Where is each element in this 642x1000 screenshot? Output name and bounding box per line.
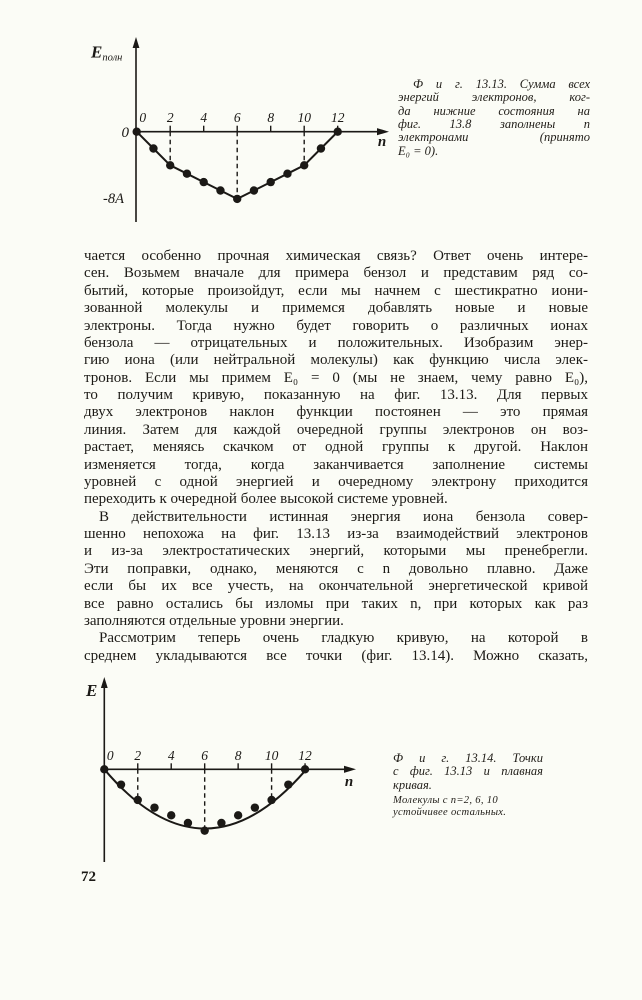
data-point — [184, 819, 192, 827]
data-point — [183, 170, 191, 178]
data-point — [100, 765, 108, 773]
body-text-line: то получим кривую, показанную на фиг. 13.13. Для первых — [84, 387, 588, 403]
data-point — [150, 803, 158, 811]
caption-line: энергий электронов, ког- — [398, 90, 590, 105]
x-tick-label: 0 — [106, 747, 114, 763]
y-axis-arrow — [101, 677, 108, 688]
caption-line: фиг. 13.8 заполнены n — [398, 117, 590, 132]
data-point — [267, 178, 275, 186]
body-text-line: заполняются отдельные уровни энергии. — [84, 612, 344, 629]
body-text-line: если бы их все учесть, на окончательной энергетической кривой — [84, 578, 588, 595]
data-point — [233, 195, 241, 203]
body-text-line: гию иона (или нейтральной молекулы) как функцию числа элек- — [84, 352, 588, 369]
x-tick-label: 8 — [234, 747, 242, 763]
data-point — [149, 144, 157, 152]
y-origin-label: 0 — [121, 125, 129, 141]
x-tick-label: 2 — [134, 747, 142, 763]
x-tick-label: 6 — [201, 747, 209, 763]
body-text — [84, 248, 588, 665]
body-text-line: растает, меняясь скачком от одной группы к другой. Наклон — [84, 439, 588, 456]
x-tick-label: 2 — [166, 110, 174, 126]
body-text-line: переходить к очередной более высокой системе уровней. — [84, 491, 448, 508]
x-tick-label: 12 — [298, 747, 312, 763]
y-min-label: -8A — [103, 191, 124, 207]
body-text-line: изменяется тогда, когда заканчивается заполнение системы — [84, 456, 588, 473]
x-tick-label: 10 — [297, 110, 311, 126]
figure-13-14-caption-note — [393, 795, 553, 818]
caption-line: электронами (принято — [398, 130, 590, 145]
x-tick-label: 10 — [264, 747, 279, 763]
x-tick-label: 4 — [200, 110, 208, 126]
x-tick-label: 8 — [267, 110, 275, 126]
data-point — [301, 765, 309, 773]
page-number: 72 — [81, 869, 96, 885]
data-point — [283, 170, 291, 178]
body-text-line: Рассмотрим теперь очень гладкую кривую, на которой в — [99, 630, 588, 647]
figure-13-14-chart — [70, 670, 380, 870]
body-text-line: и из-за электростатических энергий, которыми мы пренебрегли. — [84, 543, 588, 560]
figure-13-13-caption — [398, 78, 590, 158]
data-point — [251, 803, 259, 811]
caption-line: Ф и г. 13.14. Точки — [393, 751, 543, 765]
body-text-line: линия. Затем для каждой очередной группы электронов он воз- — [84, 421, 588, 438]
x-axis-arrow — [344, 766, 356, 773]
data-point — [267, 796, 275, 804]
caption-line: Ф и г. 13.13. Сумма всех — [413, 77, 590, 91]
x-axis-label: n — [344, 774, 354, 790]
data-point — [317, 144, 325, 152]
x-tick-label: 6 — [233, 110, 241, 126]
caption-note-line: устойчивее остальных. — [393, 806, 507, 818]
caption-note-line: Молекулы с n=2, 6, 10 — [393, 795, 498, 806]
body-text-line: Эти поправки, однако, меняются с n довольно плавно. Даже — [84, 560, 588, 577]
body-text-line: зованной молекулы и примемся добавлять новые и новые — [84, 300, 588, 317]
body-text-line: В действительности истинная энергия иона бензола совер- — [99, 508, 588, 525]
data-point — [234, 811, 242, 819]
caption-line: да нижние состояния на — [398, 103, 590, 118]
figure-13-13-chart — [55, 30, 405, 230]
data-point — [133, 128, 141, 136]
data-point — [117, 780, 125, 788]
data-point — [300, 161, 308, 169]
data-point — [167, 811, 175, 819]
x-axis-label: n — [377, 134, 387, 150]
body-text-line: двух электронов наклон функции постоянен — это прямая — [84, 404, 588, 421]
data-point — [200, 826, 208, 834]
body-text-line: уровней с одной энергией и очередному электрону приходится — [84, 473, 588, 490]
x-tick-label: 0 — [139, 110, 147, 126]
y-axis-label: Eполн — [91, 42, 123, 64]
body-text-line: среднем укладываются все точки (фиг. 13.14). Можно сказать, — [84, 647, 588, 664]
caption-line: кривая. — [393, 777, 432, 792]
body-text-line: шенно непохожа на фиг. 13.13 из-за взаимодействий электронов — [84, 526, 588, 542]
y-axis-label: E — [86, 681, 98, 700]
data-point — [334, 128, 342, 136]
x-tick-label: 4 — [167, 747, 175, 763]
caption-line: с фиг. 13.13 и плавная — [393, 764, 543, 779]
x-tick-label: 12 — [330, 110, 345, 126]
data-point — [284, 780, 292, 788]
data-point — [166, 161, 174, 169]
y-axis-arrow — [133, 37, 140, 48]
data-point — [217, 819, 225, 827]
data-point — [250, 186, 258, 194]
data-point — [216, 186, 224, 194]
data-point — [134, 796, 142, 804]
figure-13-14-caption — [393, 752, 543, 792]
body-text-line: сен. Возьмем вначале для примера бензол и представим ряд со- — [84, 265, 588, 282]
body-text-line: бытий, которые произойдут, если мы начнем с шестикратно иони- — [84, 282, 588, 299]
body-text-line: все равно остались бы изломы при таких n, при которых как раз — [84, 595, 588, 612]
caption-line: E₀ = 0). — [398, 143, 439, 158]
data-point — [200, 178, 208, 186]
body-text-line: чается особенно прочная химическая связь? Ответ очень интере- — [84, 248, 588, 264]
body-text-line: тронов. Если мы примем E₀ = 0 (мы не знаем, чему равно E₀), — [84, 369, 588, 386]
body-text-line: бензола — отрицательных и положительных. Изобразим энер- — [84, 334, 588, 351]
body-text-line: электроны. Тогда нужно будет говорить о различных ионах — [84, 317, 588, 334]
